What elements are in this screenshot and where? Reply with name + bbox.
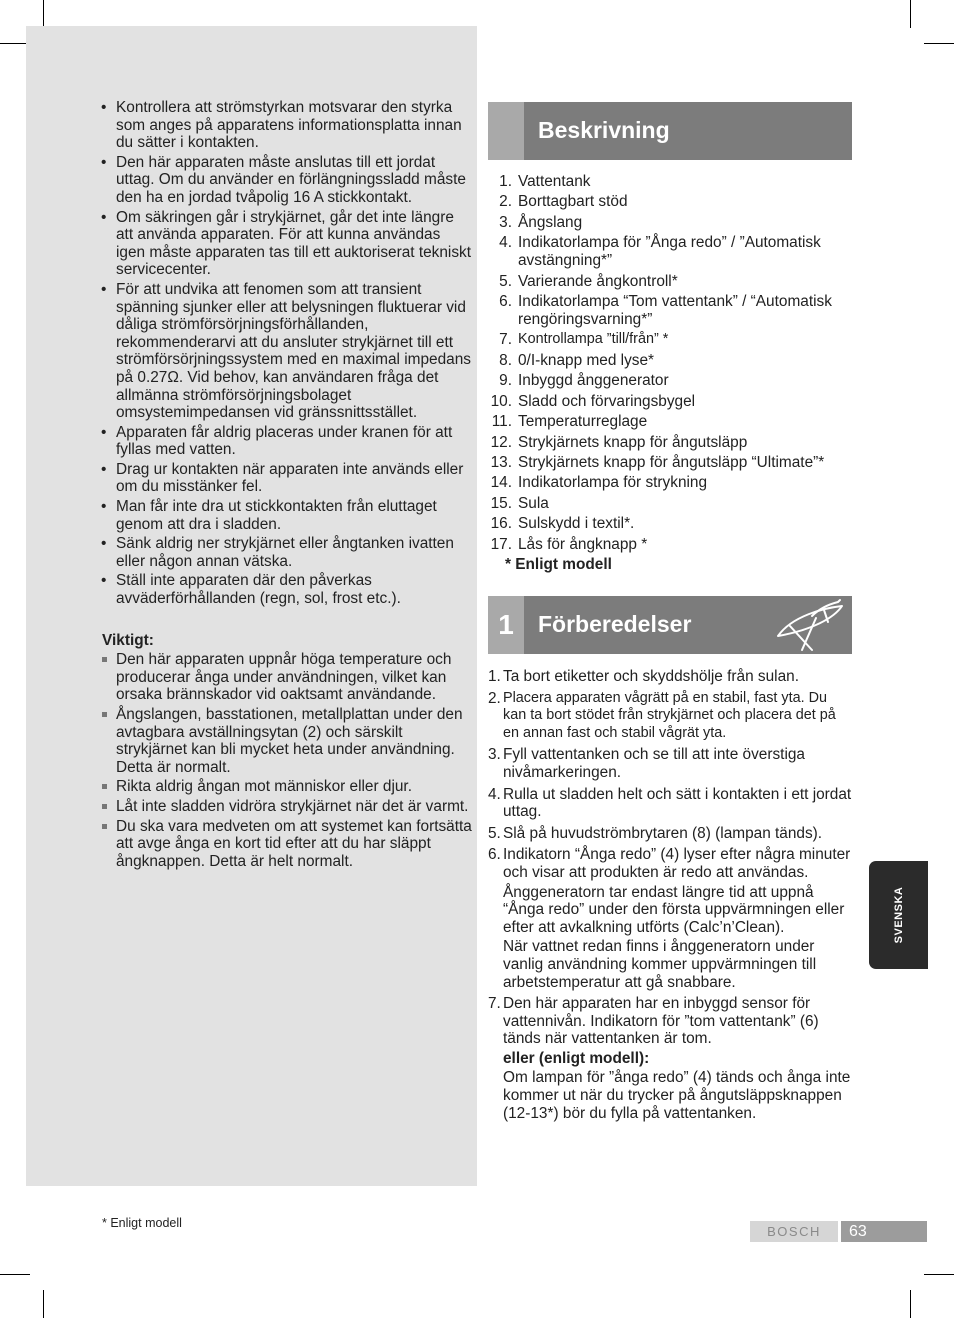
description-list <box>488 173 852 554</box>
step-paragraph: Om lampan för ”ånga redo” (4) tänds och ånga inte kommer ut när du trycker på ångutsläppsknappen (12-13*) bör du fylla på vattentanken. <box>503 1069 851 1122</box>
item-number: 17. <box>490 535 512 553</box>
language-tab-label: SVENSKA <box>892 886 905 944</box>
item-number: 15. <box>490 494 512 512</box>
right-column <box>488 102 852 1126</box>
step-body <box>503 825 852 845</box>
description-number-box <box>488 102 524 160</box>
safety-bullet: • Den här apparaten måste anslutas till ett jordat uttag. Om du använder en förlängningssladd måste den ha en jordad tvåpolig 16 A stickkontakt. <box>102 154 472 207</box>
item-number: 7. <box>499 331 512 349</box>
description-footnote: * Enligt modell <box>505 556 612 574</box>
step-paragraph: Fyll vattentanken och se till att inte överstiga nivåmarkeringen. <box>503 746 805 781</box>
safety-bullet: • Om säkringen går i strykjärnet, går det inte längre att använda apparaten. För att kunna användas igen måste apparaten tas till ett auktoriserat tekniskt servicecenter. <box>102 209 472 279</box>
important-title: Viktigt: <box>102 631 154 649</box>
important-list <box>102 651 472 870</box>
item-number: 6. <box>499 293 512 311</box>
step-body <box>503 668 852 688</box>
description-item <box>488 434 852 452</box>
important-item: Rikta aldrig ångan mot människor eller djur. <box>102 778 472 796</box>
item-number: 14. <box>490 474 512 492</box>
ironing-board-icon <box>772 596 848 654</box>
item-text: Vattentank <box>518 173 591 190</box>
description-item <box>488 454 852 472</box>
step-number: 4. <box>488 785 501 803</box>
item-number: 11. <box>491 413 512 431</box>
step-number: 5. <box>488 824 501 842</box>
description-item <box>488 214 852 232</box>
item-text: Indikatorlampa för strykning <box>518 474 708 492</box>
item-text: 0/I-knapp med lyse* <box>518 351 655 369</box>
step-number: 1. <box>488 668 501 686</box>
safety-column <box>102 99 472 872</box>
item-text: Temperaturreglage <box>518 413 648 431</box>
item-number: 2. <box>499 193 512 211</box>
crop-mark <box>910 0 911 28</box>
description-item <box>488 515 852 533</box>
page-footer-bar <box>750 1221 927 1242</box>
step-paragraph: När vattnet redan finns i ånggeneratorn under vanlig användning kommer uppvärmningen till arbetstemperatur att gå snabbare. <box>503 938 817 991</box>
item-number: 5. <box>499 272 512 290</box>
safety-bullet: • Sänk aldrig ner strykjärnet eller ångtanken ivatten eller någon annan vätska. <box>102 535 472 570</box>
item-text: Sulskydd i textil*. <box>518 515 635 533</box>
preparation-header <box>488 596 852 654</box>
language-tab <box>869 861 928 969</box>
step-body <box>503 846 852 993</box>
step-body <box>503 746 852 783</box>
step-paragraph: Ta bort etiketter och skyddshölje från sulan. <box>503 668 799 686</box>
step-number: 7. <box>488 995 501 1013</box>
step-paragraph: Rulla ut sladden helt och sätt i kontakten i ett jordat uttag. <box>503 785 852 821</box>
crop-mark <box>0 1274 30 1275</box>
item-number: 10. <box>490 392 512 410</box>
step-paragraph: Ånggeneratorn tar endast längre tid att uppnå “Ånga redo” under den första uppvärmningen eller efter att avkalkning utförts (Calc’n’Clean). <box>503 883 845 936</box>
item-text: Varierande ångkontroll* <box>518 272 678 290</box>
step-number: 2. <box>488 689 501 707</box>
step-paragraph: Indikatorn “Ånga redo” (4) lyser efter några minuter och visar att produkten är redo att användas. <box>503 846 851 881</box>
page-number: 63 <box>841 1221 927 1242</box>
item-number: 4. <box>499 234 512 252</box>
item-text: Kontrollampa ”till/från” * <box>518 331 669 348</box>
item-text: Sula <box>518 494 549 512</box>
description-title: Beskrivning <box>538 117 670 144</box>
item-number: 16. <box>490 515 512 533</box>
crop-mark <box>924 1274 954 1275</box>
description-item <box>488 352 852 370</box>
preparation-step <box>488 690 852 745</box>
brand-label: BOSCH <box>750 1221 838 1242</box>
item-text: Indikatorlampa “Tom vattentank” / “Automatisk rengöringsvarning*” <box>518 293 832 328</box>
item-text: Indikatorlampa för ”Ånga redo” / ”Automatisk avstängning*” <box>518 234 821 270</box>
description-item <box>488 413 852 431</box>
item-number: 8. <box>499 351 512 369</box>
item-text: Lås för ångknapp * <box>518 535 648 553</box>
crop-mark <box>43 0 44 28</box>
preparation-steps <box>488 668 852 1124</box>
crop-mark <box>924 43 954 44</box>
item-number: 1. <box>499 173 512 190</box>
preparation-number: 1 <box>488 596 524 654</box>
item-number: 9. <box>499 372 512 390</box>
preparation-step <box>488 746 852 783</box>
footer-note: * Enligt modell <box>102 1216 182 1230</box>
step-paragraph: Slå på huvudströmbrytaren (8) (lampan tänds). <box>503 824 823 842</box>
description-item <box>488 293 852 328</box>
preparation-step <box>488 995 852 1124</box>
crop-mark <box>910 1290 911 1318</box>
safety-bullet: • Man får inte dra ut stickkontakten från eluttaget genom att dra i sladden. <box>102 498 472 533</box>
item-text: Ångslang <box>518 213 583 231</box>
description-item <box>488 495 852 513</box>
step-number: 6. <box>488 846 501 864</box>
description-item <box>488 536 852 554</box>
preparation-step <box>488 825 852 845</box>
item-number: 12. <box>490 433 512 451</box>
important-item: Den här apparaten uppnår höga temperature och producerar ånga under användningen, vilket kan orsaka brännskador vid oaktsamt användande. <box>102 651 472 704</box>
description-item <box>488 331 852 349</box>
preparation-step <box>488 786 852 823</box>
step-number: 3. <box>488 746 501 764</box>
step-paragraph: Placera apparaten vågrätt på en stabil, fast yta. Du kan ta bort stödet från strykjärnet och placera det på en annan fast och stabil vågrät yta. <box>503 689 836 741</box>
item-text: Strykjärnets knapp för ångutsläpp “Ultimate”* <box>518 454 825 471</box>
description-item <box>488 173 852 191</box>
description-item <box>488 393 852 411</box>
description-item <box>488 193 852 211</box>
step-bold-note: eller (enligt modell): <box>503 1049 650 1067</box>
item-text: Sladd och förvaringsbygel <box>518 392 696 410</box>
crop-mark <box>43 1290 44 1318</box>
safety-bullet: • Ställ inte apparaten där den påverkas avväderförhållanden (regn, sol, frost etc.). <box>102 572 472 607</box>
safety-bullet: • Apparaten får aldrig placeras under kranen för att fyllas med vatten. <box>102 424 472 459</box>
step-body <box>503 995 852 1124</box>
item-text: Strykjärnets knapp för ångutsläpp <box>518 433 748 451</box>
preparation-step <box>488 846 852 993</box>
safety-bullet: • Kontrollera att strömstyrkan motsvarar den styrka som anges på apparatens informationsplatta innan du sätter i kontakten. <box>102 99 472 152</box>
important-item: Låt inte sladden vidröra strykjärnet när det är varmt. <box>102 798 472 816</box>
item-number: 3. <box>499 213 512 231</box>
safety-bullet: • För att undvika att fenomen som att transient spänning sjunker eller att belysningen fluktuerar vid dåliga strömförsörjningsförhållanden, rekommenderarvi att du ansluter strykjärnet till ett strömförsörjningssystem med en maximal impedans på 0.27Ω. Vid behov, kan användaren fråga det allmänna strömförsörjningsbolaget omsystemimpedansen vid gränssnittsstället. <box>102 281 472 422</box>
safety-bullet-list <box>102 99 472 608</box>
important-item: Ångslangen, basstationen, metallplattan under den avtagbara avställningsytan (2) och särskilt strykjärnet kan bli mycket heta under användning. Detta är normalt. <box>102 706 472 776</box>
description-item <box>488 234 852 269</box>
important-item: Du ska vara medveten om att systemet kan fortsätta att avge ånga en kort tid efter att du har släppt ångknappen. Detta är helt normalt. <box>102 818 472 871</box>
preparation-step <box>488 668 852 688</box>
description-item <box>488 273 852 291</box>
item-number: 13. <box>490 454 512 471</box>
preparation-title: Förberedelser <box>538 611 692 638</box>
safety-bullet: • Drag ur kontakten när apparaten inte används eller om du misstänker fel. <box>102 461 472 496</box>
step-body <box>503 786 852 823</box>
item-text: Borttagbart stöd <box>518 193 628 211</box>
item-text: Inbyggd ånggenerator <box>518 372 669 390</box>
description-item <box>488 372 852 390</box>
step-body <box>503 690 852 745</box>
description-item <box>488 474 852 492</box>
description-header <box>488 102 852 160</box>
step-paragraph: Den här apparaten har en inbyggd sensor för vattennivån. Indikatorn för ”tom vattentank” (6) tänds när vattentanken är tom. <box>503 995 819 1048</box>
